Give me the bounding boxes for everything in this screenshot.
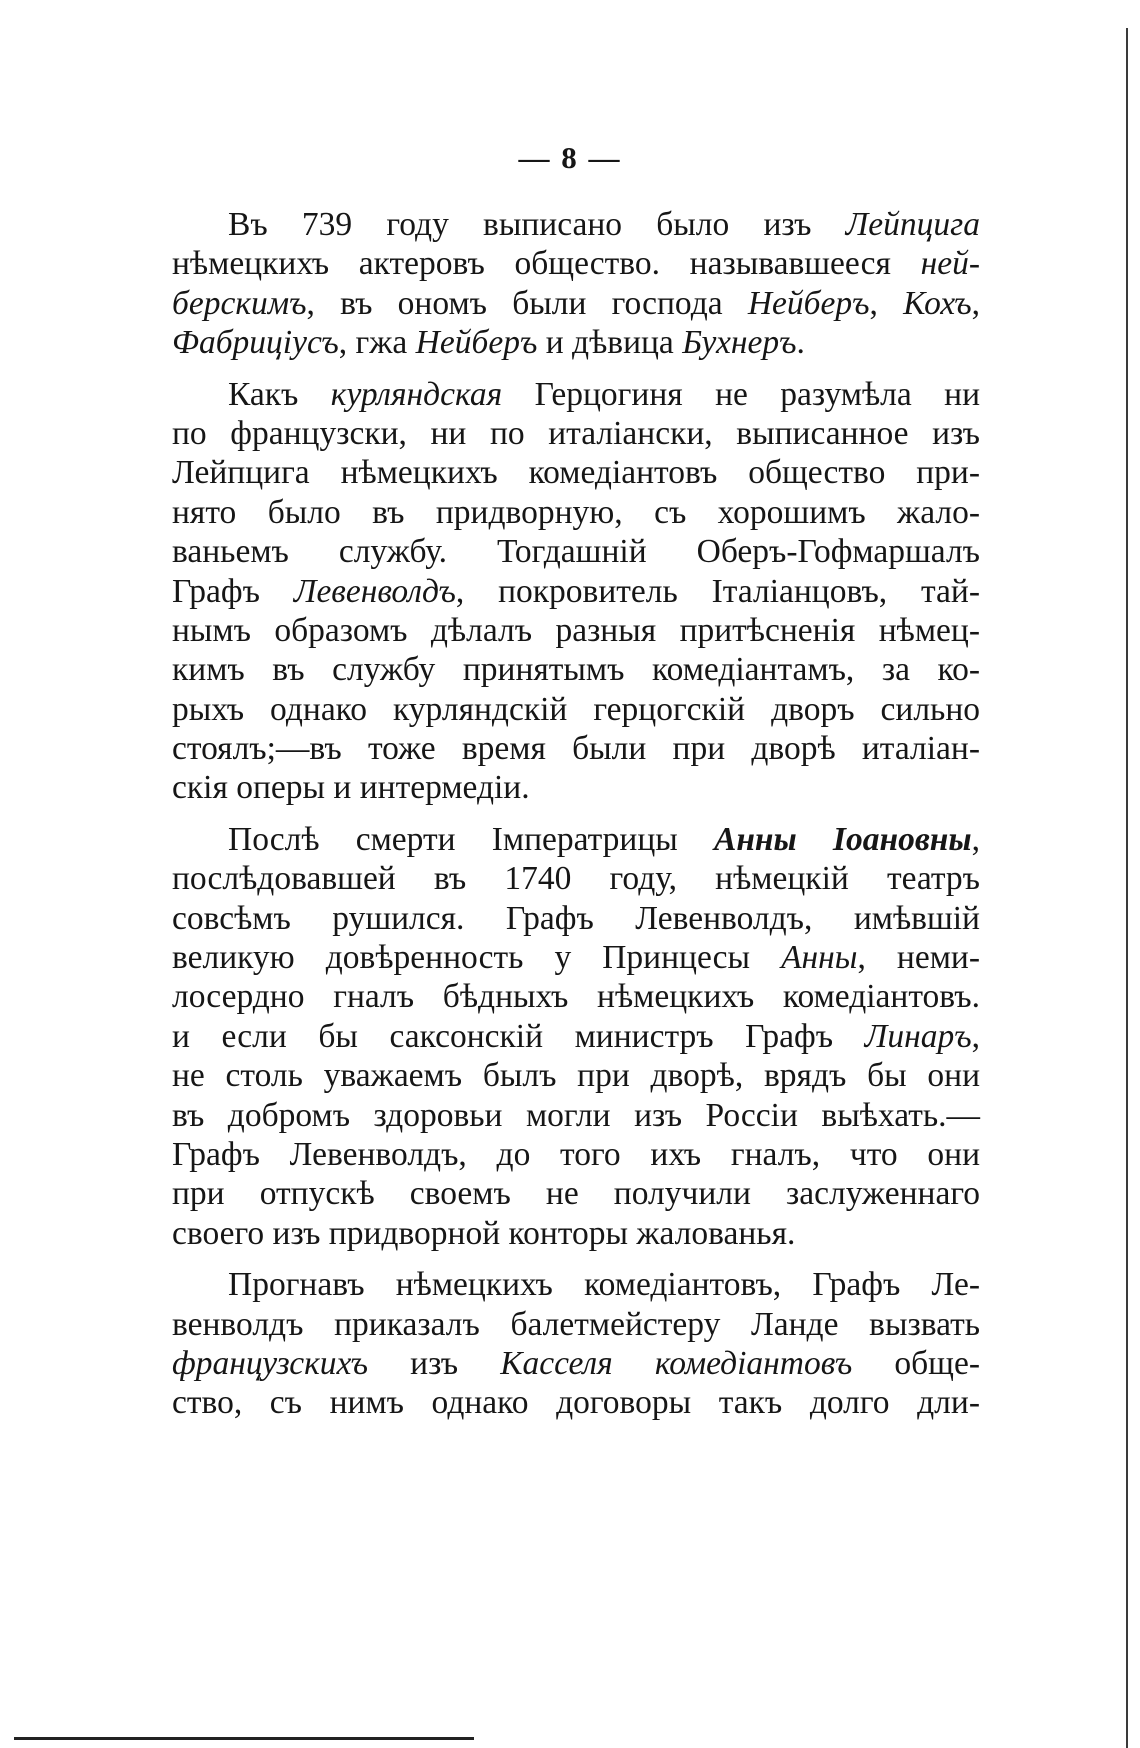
text-line	[172, 859, 980, 898]
text-line	[172, 532, 980, 571]
text-line	[172, 205, 980, 244]
text-line	[172, 1305, 980, 1344]
text-line	[172, 650, 980, 689]
text-run: лосердно гналъ бѣдныхъ нѣмецкихъ комедіантовъ.	[172, 978, 980, 1016]
text-run: ваньемъ службу. Тогдашній Оберъ-Гофмаршалъ	[172, 533, 980, 571]
text-run: Касселя комедіантовъ	[500, 1344, 853, 1382]
text-run: и дѣвица	[537, 324, 683, 362]
text-run: Прогнавъ нѣмецкихъ комедіантовъ, Графъ Ле-	[228, 1266, 980, 1304]
text-line	[172, 977, 980, 1016]
text-run: при отпускѣ своемъ не получили заслуженнаго	[172, 1175, 980, 1213]
text-run: своего изъ придворной конторы жалованья.	[172, 1214, 796, 1252]
paragraph-gap	[172, 1253, 980, 1265]
text-line	[172, 1017, 980, 1056]
text-line	[172, 938, 980, 977]
paragraph-gap	[172, 363, 980, 375]
text-run: Фабриціусъ	[172, 324, 339, 362]
text-line	[172, 414, 980, 453]
text-run: Графъ	[172, 572, 294, 610]
text-run: , покровитель Італіанцовъ, тай-	[455, 572, 980, 610]
bottom-rule	[14, 1737, 474, 1740]
text-run: ,	[971, 820, 980, 858]
text-run: ней-	[920, 245, 980, 283]
text-run: скія оперы и интермедіи.	[172, 769, 530, 807]
text-run: , въ ономъ были господа	[306, 284, 748, 322]
text-line	[172, 1174, 980, 1213]
text-run: ство, съ нимъ однако договоры такъ долго дли-	[172, 1384, 980, 1422]
text-line	[172, 1383, 980, 1422]
text-run: рыхъ однако курляндскій герцогскій дворъ сильно	[172, 690, 980, 728]
text-run: .	[796, 324, 805, 362]
text-run: стоялъ;—въ тоже время были при дворѣ италіан-	[172, 730, 980, 768]
text-run: Графъ Левенволдъ, до того ихъ гналъ, что они	[172, 1135, 980, 1173]
text-run: изъ	[367, 1344, 501, 1382]
text-line	[172, 1214, 980, 1253]
text-line	[172, 1096, 980, 1135]
text-run: не столь уважаемъ былъ при дворѣ, врядъ бы они	[172, 1057, 980, 1095]
text-run: великую довѣренность у Принцесы	[172, 939, 782, 977]
text-run: ,	[869, 284, 904, 322]
page-edge-rule	[1126, 28, 1128, 1748]
text-line	[172, 768, 980, 807]
text-line	[172, 244, 980, 283]
text-line	[172, 729, 980, 768]
body-text	[172, 205, 980, 1423]
text-run: послѣдовавшей въ 1740 году, нѣмецкій театръ	[172, 860, 980, 898]
text-run: ,	[971, 284, 980, 322]
text-run: французскихъ	[172, 1344, 368, 1382]
text-run: , гжа	[338, 324, 416, 362]
text-line	[172, 611, 980, 650]
text-run: Герцогиня не разумѣла ни	[502, 375, 981, 413]
text-line	[172, 375, 980, 414]
text-run: въ добромъ здоровьи могли изъ Россіи выѣхать.—	[172, 1096, 980, 1134]
text-line	[172, 572, 980, 611]
text-run: совсѣмъ рушился. Графъ Левенволдъ, имѣвшій	[172, 899, 980, 937]
text-run: Нейберъ	[415, 324, 538, 362]
text-run: Какъ	[228, 375, 331, 413]
page-number: — 8 —	[518, 140, 622, 175]
text-run: нято было въ придворную, съ хорошимъ жало-	[172, 493, 980, 531]
text-run: Линаръ	[864, 1017, 972, 1055]
text-run: Лейпцига	[845, 206, 980, 243]
text-run: по французски, ни по италіански, выписанное изъ	[172, 414, 980, 452]
text-run: , неми-	[857, 939, 980, 977]
text-run: Послѣ смерти Імператрицы	[228, 820, 714, 858]
text-run: обще-	[852, 1344, 980, 1382]
text-run: Анны	[781, 939, 858, 977]
text-run: Нейберъ	[747, 284, 870, 322]
text-line	[172, 493, 980, 532]
text-run: Левенволдъ	[293, 572, 456, 610]
text-line	[172, 1265, 980, 1304]
text-run: ,	[971, 1017, 980, 1055]
text-run: кимъ въ службу принятымъ комедіантамъ, за ко-	[172, 651, 980, 689]
text-line	[172, 453, 980, 492]
text-line	[172, 1135, 980, 1174]
text-run: берскимъ	[172, 284, 307, 322]
text-line	[172, 899, 980, 938]
text-line	[172, 820, 980, 859]
text-line	[172, 1056, 980, 1095]
text-run: курляндская	[330, 375, 503, 413]
text-line	[172, 1344, 980, 1383]
text-run: нымъ образомъ дѣлалъ разныя притѣсненія нѣмец-	[172, 611, 980, 649]
text-line	[172, 284, 980, 323]
text-line	[172, 690, 980, 729]
text-run: нѣмецкихъ актеровъ общество. называвшееся	[172, 245, 921, 283]
paragraph-gap	[172, 808, 980, 820]
text-line	[172, 323, 980, 362]
text-run: Лейпцига нѣмецкихъ комедіантовъ общество при-	[172, 454, 980, 492]
text-run: Кохъ	[903, 284, 972, 322]
text-run: и если бы саксонскій министръ Графъ	[172, 1017, 865, 1055]
text-run: Въ 739 году выписано было изъ	[228, 206, 846, 243]
text-run: Бухнеръ	[682, 324, 797, 362]
text-run: венволдъ приказалъ балетмейстеру Ланде вызвать	[172, 1305, 980, 1343]
text-run: Анны Іоановны	[713, 820, 972, 858]
